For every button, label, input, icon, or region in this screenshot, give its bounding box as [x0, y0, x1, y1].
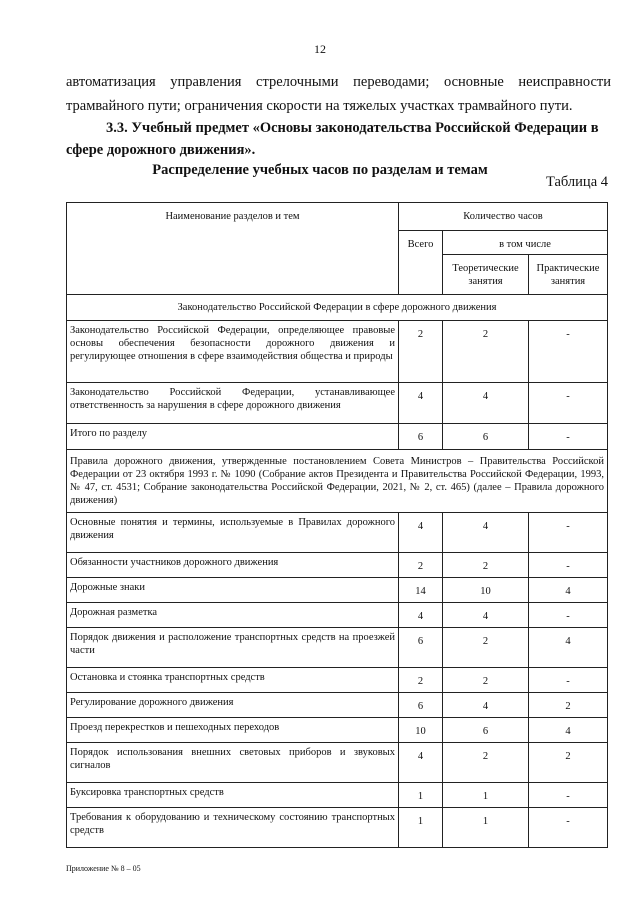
hours-table [66, 202, 608, 848]
cell-total: 2 [399, 321, 443, 383]
header-total: Всего [399, 231, 443, 295]
cell-practice: - [529, 808, 608, 848]
table-row [67, 808, 608, 848]
section-2-title: Правила дорожного движения, утвержденные постановлением Совета Министров – Правительства Российской Федерации от 23 октября 1993 г. № 1090 (Собрание актов Президента и Правительства Российской Федерации, 1993, № 47, ст. 4531; Собрание законодательства Российской Федерации, 2021, № 2, ст. 465) (далее – Правила дорожного движения) [67, 450, 608, 513]
cell-theory: 4 [443, 513, 529, 553]
cell-practice: 4 [529, 628, 608, 668]
cell-name: Дорожные знаки [67, 578, 399, 603]
cell-name: Законодательство Российской Федерации, определяющее правовые основы обеспечения безопасности дорожного движения и регулирующее отношения в сфере взаимодействия общества и природы [67, 321, 399, 383]
cell-name: Итого по разделу [67, 424, 399, 450]
cell-practice: 4 [529, 718, 608, 743]
footer-note: Приложение № 8 – 05 [66, 864, 141, 873]
cell-theory: 4 [443, 693, 529, 718]
cell-name: Законодательство Российской Федерации, устанавливающее ответственность за нарушения в сфере дорожного движения [67, 383, 399, 424]
cell-practice: - [529, 383, 608, 424]
cell-practice: - [529, 321, 608, 383]
header-including: в том числе [443, 231, 608, 255]
cell-practice: - [529, 553, 608, 578]
cell-practice: - [529, 513, 608, 553]
table-row [67, 603, 608, 628]
cell-total: 14 [399, 578, 443, 603]
cell-name: Проезд перекрестков и пешеходных переходов [67, 718, 399, 743]
cell-name: Дорожная разметка [67, 603, 399, 628]
cell-theory: 2 [443, 668, 529, 693]
page-number: 12 [314, 42, 326, 56]
table-row [67, 668, 608, 693]
table-row [67, 424, 608, 450]
header-name: Наименование разделов и тем [67, 203, 399, 295]
cell-name: Основные понятия и термины, используемые в Правилах дорожного движения [67, 513, 399, 553]
cell-name: Остановка и стоянка транспортных средств [67, 668, 399, 693]
cell-name: Регулирование дорожного движения [67, 693, 399, 718]
cell-theory: 1 [443, 783, 529, 808]
cell-theory: 2 [443, 321, 529, 383]
table-row [67, 743, 608, 783]
cell-total: 4 [399, 743, 443, 783]
cell-name: Обязанности участников дорожного движения [67, 553, 399, 578]
cell-theory: 2 [443, 743, 529, 783]
header-theory: Теоретические занятия [443, 255, 529, 295]
paragraph-line-1: автоматизация управления стрелочными переводами; основные неисправности [66, 74, 611, 90]
table-row [67, 383, 608, 424]
cell-name: Порядок использования внешних световых приборов и звуковых сигналов [67, 743, 399, 783]
cell-practice: 4 [529, 578, 608, 603]
cell-practice: - [529, 668, 608, 693]
cell-practice: - [529, 424, 608, 450]
cell-theory: 2 [443, 628, 529, 668]
cell-total: 10 [399, 718, 443, 743]
cell-total: 2 [399, 668, 443, 693]
cell-theory: 4 [443, 603, 529, 628]
header-hours: Количество часов [399, 203, 608, 231]
cell-total: 6 [399, 628, 443, 668]
table-row [67, 578, 608, 603]
table-row [67, 513, 608, 553]
cell-theory: 4 [443, 383, 529, 424]
cell-total: 6 [399, 693, 443, 718]
cell-practice: - [529, 603, 608, 628]
cell-total: 4 [399, 603, 443, 628]
cell-practice: 2 [529, 743, 608, 783]
table-row [67, 693, 608, 718]
cell-total: 1 [399, 783, 443, 808]
cell-theory: 2 [443, 553, 529, 578]
table-heading: Распределение учебных часов по разделам и темам [152, 162, 488, 178]
section-heading: 3.3. Учебный предмет «Основы законодательства Российской Федерации в сфере дорожного движения». [66, 120, 599, 158]
table-number: Таблица 4 [545, 174, 608, 190]
section-1-title: Законодательство Российской Федерации в сфере дорожного движения [67, 295, 608, 321]
cell-theory: 6 [443, 718, 529, 743]
table-row [67, 628, 608, 668]
cell-total: 4 [399, 383, 443, 424]
cell-name: Требования к оборудованию и техническому состоянию транспортных средств [67, 808, 399, 848]
cell-total: 2 [399, 553, 443, 578]
cell-name: Буксировка транспортных средств [67, 783, 399, 808]
cell-total: 4 [399, 513, 443, 553]
table-row [67, 553, 608, 578]
cell-theory: 10 [443, 578, 529, 603]
cell-total: 6 [399, 424, 443, 450]
cell-theory: 6 [443, 424, 529, 450]
table-row [67, 321, 608, 383]
cell-practice: - [529, 783, 608, 808]
header-practice: Практические занятия [529, 255, 608, 295]
cell-name: Порядок движения и расположение транспортных средств на проезжей части [67, 628, 399, 668]
cell-theory: 1 [443, 808, 529, 848]
cell-total: 1 [399, 808, 443, 848]
table-row [67, 783, 608, 808]
cell-practice: 2 [529, 693, 608, 718]
table-row [67, 718, 608, 743]
paragraph-line-2: трамвайного пути; ограничения скорости на тяжелых участках трамвайного пути. [66, 98, 573, 114]
